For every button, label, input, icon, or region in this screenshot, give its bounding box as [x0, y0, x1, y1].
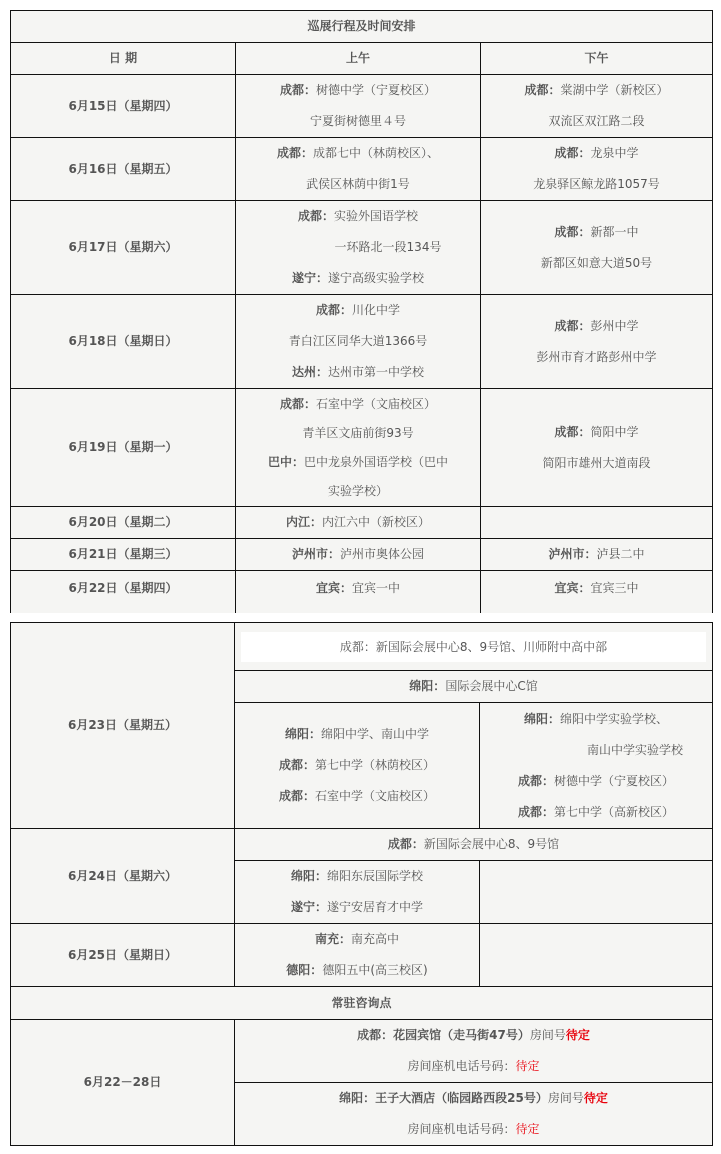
table-row — [11, 829, 713, 861]
morning-cell — [236, 138, 481, 201]
city-label: 绵阳： — [284, 727, 321, 741]
date-cell: 6月22日（星期四） — [11, 571, 236, 613]
city-label: 成都： — [517, 804, 554, 819]
venue-text: 实验外国语学校 — [334, 209, 419, 223]
table-title: 巡展行程及时间安排 — [11, 11, 713, 43]
city-label: 成都： — [278, 789, 315, 803]
venue-text: 石室中学（文庙校区） — [316, 396, 437, 411]
morning-cell — [236, 571, 481, 613]
morning-cell — [235, 703, 480, 829]
table-row — [11, 1020, 713, 1083]
header-date: 日 期 — [11, 43, 236, 75]
venue-text-continued: 南山中学实验学校 — [587, 742, 684, 757]
table-row — [11, 571, 713, 613]
city-label: 泸州市： — [548, 547, 597, 561]
city-label: 遂宁： — [290, 900, 327, 914]
city-label: 绵阳： — [290, 869, 327, 883]
city-label: 绵阳： — [339, 1091, 376, 1105]
city-label: 成都： — [554, 424, 591, 439]
date-cell: 6月21日（星期三） — [11, 539, 236, 571]
city-label: 成都： — [357, 1028, 394, 1042]
venue-text: 泸县二中 — [596, 547, 645, 561]
full-day-cell — [235, 623, 713, 671]
date-cell: 6月19日（星期一） — [11, 389, 236, 507]
city-label: 绵阳： — [523, 711, 560, 726]
address-text: 宁夏街树德里４号 — [309, 114, 406, 128]
city-label: 成都： — [517, 773, 554, 788]
hotel-name: 王子大酒店（临园路西段25号） — [375, 1091, 548, 1105]
schedule-table-part1 — [10, 10, 713, 613]
address-text: 龙泉驿区鲸龙路1057号 — [533, 177, 660, 191]
table-row — [11, 201, 713, 295]
date-cell: 6月15日（星期四） — [11, 75, 236, 138]
venue-text: 遂宁安居育才中学 — [327, 900, 424, 914]
venue-text: 简阳中学 — [590, 424, 639, 439]
venue-text: 树德中学（宁夏校区） — [554, 773, 675, 788]
city-label: 成都： — [524, 83, 561, 97]
venue-text: 南充高中 — [351, 932, 400, 946]
address-text: 一环路北一段134号 — [334, 240, 442, 254]
city-label: 成都： — [387, 837, 424, 851]
date-cell: 6月20日（星期二） — [11, 507, 236, 539]
venue-text: 内江六中（新校区） — [322, 515, 431, 529]
city-label: 遂宁： — [291, 271, 328, 285]
afternoon-cell — [481, 389, 713, 507]
venue-text: 龙泉中学 — [590, 146, 639, 160]
city-label: 内江： — [285, 515, 322, 529]
venue-text: 宜宾三中 — [590, 581, 639, 595]
table-row — [11, 75, 713, 138]
venue-text: 第七中学（林荫校区） — [315, 758, 436, 772]
table-row — [11, 539, 713, 571]
venue-text: 棠湖中学（新校区） — [560, 83, 669, 97]
header-morning: 上午 — [236, 43, 481, 75]
venue-text: 国际会展中心C馆 — [445, 679, 538, 693]
afternoon-cell — [481, 507, 713, 539]
venue-text: 成都七中（林荫校区）、 — [313, 146, 440, 160]
city-label: 成都： — [554, 146, 591, 160]
date-cell: 6月16日（星期五） — [11, 138, 236, 201]
city-label: 绵阳： — [409, 679, 446, 693]
city-label: 成都： — [554, 318, 591, 333]
table-row — [11, 138, 713, 201]
afternoon-cell — [480, 703, 713, 829]
table-row — [11, 507, 713, 539]
city-label: 成都： — [276, 146, 313, 160]
city-label: 达州： — [291, 365, 328, 379]
afternoon-cell — [481, 539, 713, 571]
city-label: 泸州市： — [291, 547, 340, 561]
venue-text: 巴中龙泉外国语学校（巴中 — [304, 454, 449, 469]
phone-value: 待定 — [515, 1122, 540, 1136]
venue-text-continued: 实验学校） — [327, 483, 388, 498]
afternoon-cell — [480, 861, 713, 924]
date-cell: 6月17日（星期六） — [11, 201, 236, 295]
consult-title: 常驻咨询点 — [11, 987, 713, 1020]
table-row — [11, 295, 713, 389]
venue-text: 新都一中 — [590, 224, 639, 239]
table-row — [11, 924, 713, 987]
morning-cell — [236, 539, 481, 571]
venue-text: 新国际会展中心8、9号馆 — [423, 837, 560, 851]
phone-value: 待定 — [515, 1059, 540, 1073]
morning-cell — [235, 924, 480, 987]
city-label: 成都： — [279, 396, 316, 411]
phone-label: 房间座机电话号码： — [407, 1059, 516, 1073]
highlight-band — [241, 632, 706, 662]
afternoon-cell — [481, 571, 713, 613]
afternoon-cell — [481, 138, 713, 201]
venue-text: 新国际会展中心8、9号馆、川师附中高中部 — [375, 639, 608, 654]
venue-text: 石室中学（文庙校区） — [315, 789, 436, 803]
morning-cell — [236, 389, 481, 507]
phone-label: 房间座机电话号码： — [407, 1122, 516, 1136]
venue-text: 绵阳东辰国际学校 — [327, 869, 424, 883]
city-label: 成都： — [279, 83, 316, 97]
section-header-row — [11, 987, 713, 1020]
consult-entry — [235, 1020, 713, 1083]
city-label: 成都： — [339, 639, 376, 654]
morning-cell — [235, 861, 480, 924]
afternoon-cell — [481, 295, 713, 389]
venue-text: 德阳五中(高三校区) — [322, 963, 428, 977]
morning-cell — [236, 75, 481, 138]
afternoon-cell — [481, 75, 713, 138]
city-label: 南充： — [314, 932, 351, 946]
address-text: 双流区双江路二段 — [548, 114, 645, 128]
room-label: 房间号 — [547, 1091, 584, 1105]
address-text: 新都区如意大道50号 — [540, 255, 653, 270]
venue-text: 泸州市奥体公园 — [340, 547, 425, 561]
room-label: 房间号 — [529, 1028, 566, 1042]
venue-text: 绵阳中学、南山中学 — [321, 727, 430, 741]
city-label: 宜宾： — [554, 581, 591, 595]
consult-entry — [235, 1083, 713, 1146]
morning-cell — [236, 295, 481, 389]
city-label: 成都： — [278, 758, 315, 772]
city-label: 宜宾： — [315, 581, 352, 595]
header-afternoon: 下午 — [481, 43, 713, 75]
venue-text: 彭州中学 — [590, 318, 639, 333]
address-text: 青羊区文庙前街93号 — [302, 425, 414, 440]
full-day-cell — [235, 671, 713, 703]
date-cell: 6月24日（星期六） — [11, 829, 235, 924]
room-value: 待定 — [565, 1028, 590, 1042]
venue-text: 第七中学（高新校区） — [554, 804, 675, 819]
consult-date: 6月22－28日 — [11, 1020, 235, 1146]
address-text: 简阳市雄州大道南段 — [542, 455, 651, 470]
venue-text: 达州市第一中学校 — [328, 365, 425, 379]
venue-text: 树德中学（宁夏校区） — [316, 83, 437, 97]
venue-text: 遂宁高级实验学校 — [328, 271, 425, 285]
hotel-name: 花园宾馆（走马街47号） — [393, 1028, 530, 1042]
date-cell: 6月23日（星期五） — [11, 623, 235, 829]
address-text: 青白江区同华大道1366号 — [288, 334, 428, 348]
city-label: 成都： — [297, 209, 334, 223]
schedule-table-part2 — [10, 622, 713, 1146]
room-value: 待定 — [583, 1091, 608, 1105]
venue-text: 川化中学 — [352, 303, 401, 317]
afternoon-cell — [481, 201, 713, 295]
table-row — [11, 389, 713, 507]
full-day-cell — [235, 829, 713, 861]
address-text: 彭州市育才路彭州中学 — [536, 349, 657, 364]
city-label: 德阳： — [286, 963, 323, 977]
venue-text: 宜宾一中 — [352, 581, 401, 595]
date-cell: 6月25日（星期日） — [11, 924, 235, 987]
venue-text: 绵阳中学实验学校、 — [560, 711, 669, 726]
morning-cell — [236, 201, 481, 295]
date-cell: 6月18日（星期日） — [11, 295, 236, 389]
city-label: 巴中： — [267, 454, 304, 469]
table-row — [11, 623, 713, 671]
afternoon-cell — [480, 924, 713, 987]
city-label: 成都： — [554, 224, 591, 239]
morning-cell — [236, 507, 481, 539]
address-text: 武侯区林荫中街1号 — [306, 177, 410, 191]
city-label: 成都： — [315, 303, 352, 317]
